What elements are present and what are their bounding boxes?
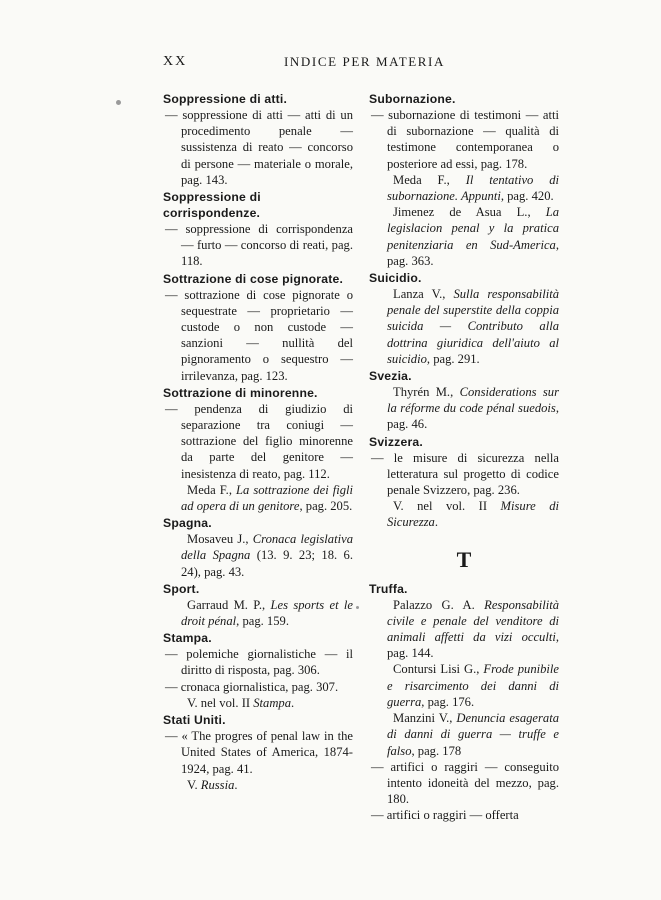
entry-title: La legislacion penal y la pratica penitenziaria en Sud-America xyxy=(387,205,559,252)
bibliography-entry xyxy=(369,597,559,662)
left-column xyxy=(163,90,353,793)
index-entry: — pendenza di giudizio di separazione tra coniugi — sottrazione del figlio minorenne da parte del genitore — inesistenza di reato, pag. 112. xyxy=(165,401,353,481)
decorative-dot xyxy=(116,100,121,105)
entry-title: Stampa xyxy=(253,695,292,710)
index-heading: Svezia. xyxy=(369,369,412,384)
entry-title: La sottrazione dei figli ad opera di un genitore xyxy=(181,482,353,514)
bibliography-entry xyxy=(369,286,559,367)
entry-title: Il tentativo di subornazione. Appunti xyxy=(387,172,559,204)
index-heading: Sottrazione di cose pignorate. xyxy=(163,271,344,286)
entry-title: Russia xyxy=(200,777,235,792)
index-entry: — artifici o raggiri — offerta xyxy=(371,808,519,823)
page-number: XX xyxy=(163,54,188,69)
entry-reference: , pag. 363. xyxy=(387,237,559,268)
entry-author: V. nel vol. II xyxy=(187,695,254,710)
entry-reference: . xyxy=(234,777,238,792)
bibliography-entry xyxy=(369,498,559,530)
entry-author: Palazzo G. A. xyxy=(393,597,485,612)
entry-reference: , pag. 205. xyxy=(299,499,353,514)
index-entry: — artifici o raggiri — conseguito intento idoneità del mezzo, pag. 180. xyxy=(371,759,559,807)
entry-author: Mosaveu J., xyxy=(187,532,253,547)
entry-reference: , pag. 291. xyxy=(426,351,480,366)
entry-author: Meda F., xyxy=(393,172,466,187)
entry-author: Contursi Lisi G., xyxy=(393,662,484,677)
entry-reference: , pag. 420. xyxy=(500,189,554,204)
index-heading: Soppressione di atti. xyxy=(163,92,288,106)
index-entry: — le misure di sicurezza nella letteratura sul progetto di codice penale Svizzero, pag. 236. xyxy=(371,450,559,498)
entry-reference: . xyxy=(434,515,438,530)
index-heading: Stati Uniti. xyxy=(163,713,226,728)
index-heading: Suicidio. xyxy=(369,271,422,286)
entry-author: V. nel vol. II xyxy=(393,499,501,514)
entry-title: Denuncia esagerata di danni di guerra — truffe e falso xyxy=(387,711,560,758)
section-letter: T xyxy=(456,546,472,572)
entry-author: Thyrén M., xyxy=(393,385,460,400)
bibliography-entry xyxy=(163,777,353,793)
running-head: INDICE PER MATERIA xyxy=(284,54,445,69)
entry-title: Responsabilità civile e penale del venditore di animali affetti da vizi occulti xyxy=(387,597,559,645)
bibliography-entry xyxy=(369,172,559,204)
index-entry: — subornazione di testimoni — atti di subornazione — qualità di testimone contemporanea o posteriore ad essi, pag. 178. xyxy=(371,108,559,171)
page-header xyxy=(0,54,661,74)
bibliography-entry xyxy=(163,531,353,580)
entry-reference: . xyxy=(291,695,295,710)
index-heading: Svizzera. xyxy=(369,434,423,449)
entry-title: Sulla responsabilità penale del superstite della coppia suicida — Contributo alla dottrina giuridica dell'aiuto al suicidio xyxy=(387,287,559,366)
bibliography-entry xyxy=(369,204,559,269)
entry-title: Misure di Sicurezza xyxy=(387,499,559,530)
entry-reference: , pag. 144. xyxy=(387,630,559,661)
bibliography-entry xyxy=(369,710,559,759)
entry-author: Garraud M. P., xyxy=(187,597,271,612)
entry-title: Les sports et le droit pénal xyxy=(181,597,353,629)
index-entry: — soppressione di atti — atti di un procedimento penale — sussistenza di reato — concorso di persone — materiale o morale, pag. 143. xyxy=(165,108,353,187)
entry-author: Lanza V., xyxy=(393,287,454,302)
index-heading: Soppressione di corrispondenze. xyxy=(163,190,261,221)
entry-reference: , pag. 46. xyxy=(387,401,559,432)
entry-author: Manzini V., xyxy=(393,711,457,726)
entry-title: Considerations sur la réforme du code pénal suedois xyxy=(387,385,559,416)
bibliography-entry xyxy=(163,482,353,514)
bibliography-entry xyxy=(369,661,559,710)
index-heading: Sport. xyxy=(163,581,200,596)
entry-reference: (13. 9. 23; 18. 6. 24), pag. 43. xyxy=(181,548,353,579)
index-heading: Sottrazione di minorenne. xyxy=(163,385,318,400)
entry-author: V. xyxy=(187,777,201,792)
entry-reference: , pag. 176. xyxy=(421,694,475,709)
index-entry: — « The progres of penal law in the United States of America, 1874-1924, pag. 41. xyxy=(165,729,353,776)
entry-reference: , pag. 178 xyxy=(411,743,462,758)
index-entry: — soppressione di corrispondenza — furto — concorso di reati, pag. 118. xyxy=(165,222,353,269)
bibliography-entry xyxy=(163,597,353,629)
entry-reference: , pag. 159. xyxy=(236,614,289,629)
index-entry: — cronaca giornalistica, pag. 307. xyxy=(165,679,339,694)
index-heading: Subornazione. xyxy=(369,92,456,106)
decorative-dot xyxy=(356,606,359,609)
index-entry: — polemiche giornalistiche — il diritto di risposta, pag. 306. xyxy=(165,647,353,678)
index-heading: Truffa. xyxy=(369,581,408,596)
entry-title: Cronaca legislativa della Spagna xyxy=(181,532,353,563)
bibliography-entry xyxy=(163,695,353,711)
entry-title: Frode punibile e risarcimento dei danni di guerra xyxy=(387,662,560,709)
right-column xyxy=(369,90,559,824)
entry-author: Jimenez de Asua L., xyxy=(393,205,546,220)
index-entry: — sottrazione di cose pignorate o sequestrate — proprietario — custode o non custode — sanzioni — nullità del pignoramento o sequestro — irrilevanza, pag. 123. xyxy=(165,287,353,383)
index-heading: Stampa. xyxy=(163,631,212,646)
bibliography-entry xyxy=(369,384,559,433)
entry-author: Meda F., xyxy=(187,482,236,497)
index-heading: Spagna. xyxy=(163,516,212,531)
